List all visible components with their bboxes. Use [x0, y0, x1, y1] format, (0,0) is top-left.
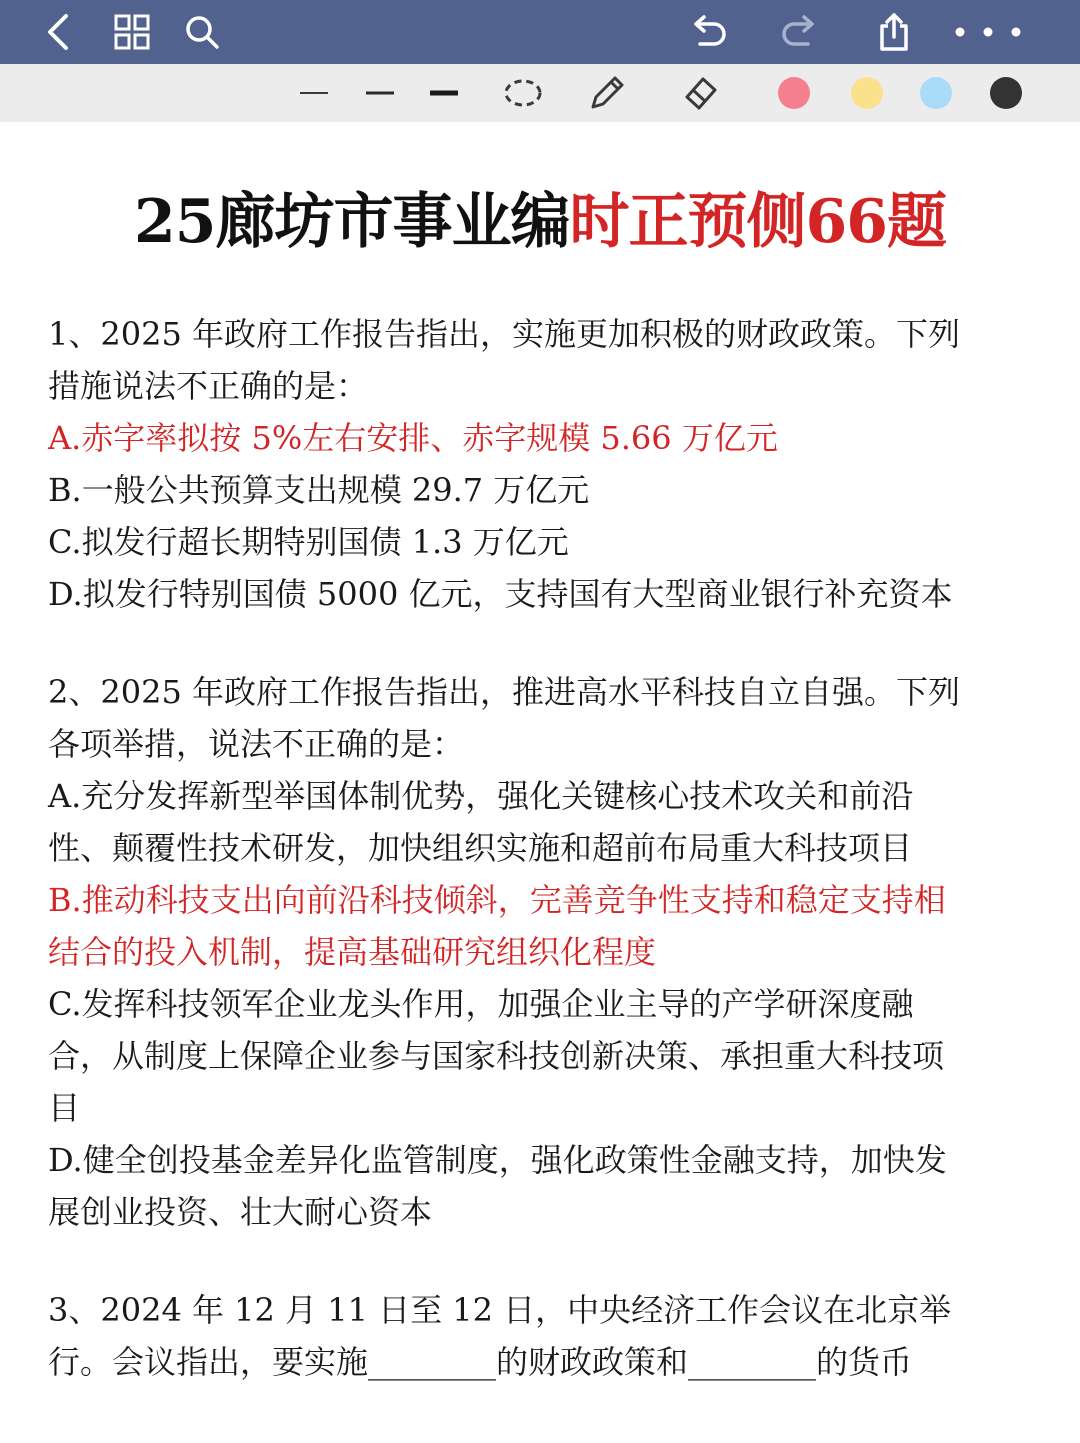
question-list — [48, 308, 1038, 1388]
color-pink-button[interactable] — [776, 64, 812, 122]
search-icon — [184, 14, 220, 50]
document-title — [0, 182, 1080, 262]
pencil-button[interactable] — [584, 64, 630, 122]
annotation-toolbar — [0, 64, 1080, 122]
pencil-icon — [587, 73, 627, 113]
question-block — [48, 666, 1038, 1238]
question-stem-line: 行。会议指出，要实施________的财政政策和________的货币 — [48, 1343, 913, 1381]
share-button[interactable] — [870, 0, 918, 64]
option-line: A.充分发挥新型举国体制优势，强化关键核心技术攻关和前沿 — [48, 777, 914, 815]
redo-button[interactable] — [776, 0, 824, 64]
back-icon — [44, 12, 72, 52]
color-blue-button[interactable] — [918, 64, 954, 122]
redo-icon — [780, 14, 820, 50]
question-block — [48, 1284, 1038, 1388]
option-line: D.健全创投基金差异化监管制度，强化政策性金融支持，加快发 — [48, 1141, 947, 1179]
line-thin-button[interactable] — [296, 64, 332, 122]
top-nav-bar — [0, 0, 1080, 64]
question-spacer — [48, 1238, 1038, 1284]
option-line: 合，从制度上保障企业参与国家科技创新决策、承担重大科技项 — [48, 1037, 945, 1075]
lasso-icon — [503, 77, 543, 109]
option-line: 展创业投资、壮大耐心资本 — [48, 1193, 433, 1231]
color-swatch-pink — [778, 77, 810, 109]
undo-button[interactable] — [684, 0, 732, 64]
share-icon — [876, 12, 912, 52]
color-swatch-black — [990, 77, 1022, 109]
line-thick-icon — [428, 88, 460, 98]
question-stem-line: 3、2024 年 12 月 11 日至 12 日，中央经济工作会议在北京举 — [48, 1291, 952, 1329]
answer-option-line: B.推动科技支出向前沿科技倾斜，完善竞争性支持和稳定支持相 — [48, 881, 946, 919]
title-red-part: 时正预侧66题 — [569, 187, 946, 257]
line-medium-button[interactable] — [362, 64, 398, 122]
eraser-button[interactable] — [676, 64, 724, 122]
question-block — [48, 308, 1038, 620]
color-swatch-blue — [920, 77, 952, 109]
answer-option-line: 结合的投入机制，提高基础研究组织化程度 — [48, 933, 657, 971]
option-line: 性、颠覆性技术研发，加快组织实施和超前布局重大科技项目 — [48, 829, 913, 867]
question-stem-line: 1、2025 年政府工作报告指出，实施更加积极的财政政策。下列 — [48, 315, 960, 353]
option-line: D.拟发行特别国债 5000 亿元，支持国有大型商业银行补充资本 — [48, 575, 953, 613]
more-button[interactable] — [950, 0, 1024, 64]
question-stem-line: 2、2025 年政府工作报告指出，推进高水平科技自立自强。下列 — [48, 673, 960, 711]
line-medium-icon — [364, 89, 396, 97]
line-thin-icon — [298, 89, 330, 97]
line-thick-button[interactable] — [426, 64, 462, 122]
color-black-button[interactable] — [988, 64, 1024, 122]
document-page[interactable] — [0, 122, 1080, 1443]
answer-option-line: A.赤字率拟按 5%左右安排、赤字规模 5.66 万亿元 — [48, 419, 778, 457]
title-black-part: 25廊坊市事业编 — [134, 187, 570, 257]
question-stem-line: 措施说法不正确的是： — [48, 367, 369, 405]
grid-icon — [114, 14, 150, 50]
thumbnail-grid-button[interactable] — [108, 0, 156, 64]
search-button[interactable] — [178, 0, 226, 64]
option-line: 目 — [48, 1089, 81, 1127]
more-icon — [952, 26, 1022, 38]
color-swatch-yellow — [851, 77, 883, 109]
option-line: C.发挥科技领军企业龙头作用，加强企业主导的产学研深度融 — [48, 985, 914, 1023]
back-button[interactable] — [36, 0, 80, 64]
color-yellow-button[interactable] — [849, 64, 885, 122]
option-line: B.一般公共预算支出规模 29.7 万亿元 — [48, 471, 590, 509]
lasso-button[interactable] — [500, 64, 546, 122]
option-line: C.拟发行超长期特别国债 1.3 万亿元 — [48, 523, 569, 561]
question-stem-line: 各项举措，说法不正确的是： — [48, 725, 465, 763]
question-spacer — [48, 620, 1038, 666]
undo-icon — [688, 14, 728, 50]
eraser-icon — [679, 73, 721, 113]
